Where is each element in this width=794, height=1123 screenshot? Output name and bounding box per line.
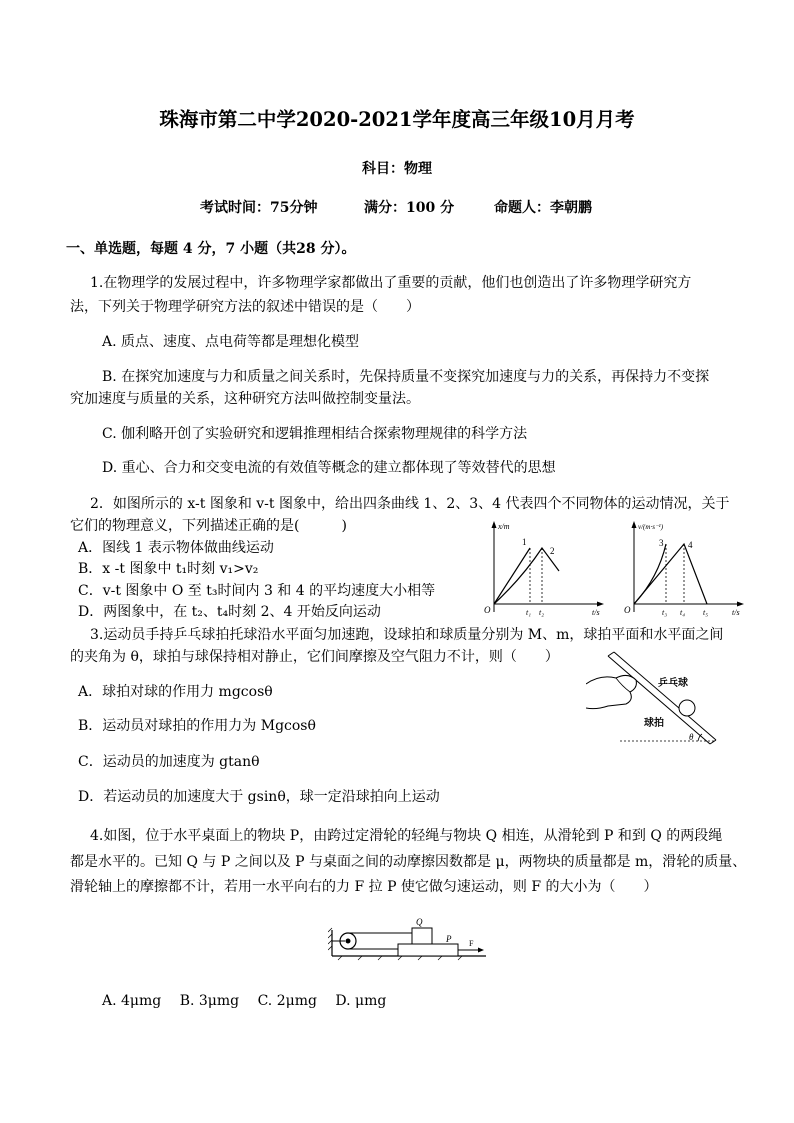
q2-option-c: C．v-t 图象中 O 至 t₃时间内 3 和 4 的平均速度大小相等 bbox=[78, 583, 436, 599]
section-heading: 一、单选题，每题 4 分，7 小题（共28 分）。 bbox=[66, 241, 356, 257]
vt-curve-3-label: 3 bbox=[659, 538, 664, 548]
vt-tick-t4: t₄ bbox=[680, 608, 686, 617]
xt-tick-t2: t₂ bbox=[539, 608, 545, 617]
q1-option-b-line2: 究加速度与质量的关系，这种研究方法叫做控制变量法。 bbox=[70, 391, 420, 407]
q2-option-d: D．两图象中，在 t₂、t₄时刻 2、4 开始反向运动 bbox=[78, 604, 381, 620]
exam-time: 考试时间：75分钟 bbox=[200, 200, 318, 216]
xt-origin: O bbox=[484, 605, 491, 615]
q3-option-c: C．运动员的加速度为 gtanθ bbox=[78, 754, 260, 770]
label-f: F bbox=[469, 939, 474, 948]
racket-label: 球拍 bbox=[644, 718, 664, 729]
pulley-figure bbox=[328, 914, 490, 962]
exam-title: 珠海市第二中学2020-2021学年度高三年级10月月考 bbox=[159, 108, 635, 131]
angle-label: θ bbox=[689, 732, 694, 742]
label-q: Q bbox=[416, 917, 423, 927]
q3-stem-line2: 的夹角为 θ，球拍与球保持相对静止，它们间摩擦及空气阻力不计，则（ ） bbox=[70, 649, 559, 665]
hand-icon bbox=[586, 675, 636, 708]
q3-option-b: B．运动员对球拍的作用力为 Mgcosθ bbox=[78, 718, 316, 734]
vt-curve-3 bbox=[634, 544, 666, 604]
vt-tick-t5: t₅ bbox=[703, 608, 709, 617]
q1-stem-line1: 1.在物理学的发展过程中，许多物理学家都做出了重要的贡献，他们也创造出了许多物理学研究方 bbox=[90, 275, 692, 291]
exam-subject: 科目：物理 bbox=[362, 161, 432, 177]
vt-curve-4 bbox=[634, 544, 707, 604]
block-p bbox=[398, 944, 458, 956]
q4-options: A. 4μmg B. 3μmg C. 2μmg D. μmg bbox=[102, 993, 387, 1009]
q2-stem-line2: 它们的物理意义，下列描述正确的是( ) bbox=[70, 518, 347, 534]
q3-option-d: D．若运动员的加速度大于 gsinθ，球一定沿球拍向上运动 bbox=[78, 789, 440, 805]
xt-y-label: x/m bbox=[498, 522, 510, 531]
xt-curve-2 bbox=[494, 548, 559, 604]
q4-stem-line2: 都是水平的。已知 Q 与 P 之间以及 P 与桌面之间的动摩擦因数都是 μ，两物块的质量都是 m，滑轮的质量、 bbox=[70, 854, 747, 870]
xt-curve-1-label: 1 bbox=[522, 537, 527, 547]
racket-figure bbox=[586, 648, 720, 746]
vt-x-label: t/s bbox=[732, 608, 740, 617]
xt-tick-t1: t₁ bbox=[526, 608, 532, 617]
xt-x-label: t/s bbox=[592, 608, 600, 617]
q1-option-c: C. 伽利略开创了实验研究和逻辑推理相结合探索物理规律的科学方法 bbox=[102, 426, 528, 442]
q1-option-d: D. 重心、合力和交变电流的有效值等概念的建立都体现了等效替代的思想 bbox=[102, 460, 556, 476]
ball-label: 乒乓球 bbox=[658, 678, 688, 689]
q1-stem-line2: 法，下列关于物理学研究方法的叙述中错误的是（ ） bbox=[70, 299, 420, 315]
block-q bbox=[412, 928, 432, 944]
q4-stem-line3: 滑轮轴上的摩擦都不计，若用一水平向右的力 F 拉 P 使它做匀速运动，则 F 的大小为（ ） bbox=[70, 879, 658, 895]
xt-curve-1 bbox=[494, 548, 530, 604]
label-p: P bbox=[446, 934, 452, 944]
vt-curve-4-label: 4 bbox=[688, 540, 693, 550]
q1-option-a: A. 质点、速度、点电荷等都是理想化模型 bbox=[102, 334, 360, 350]
q2-stem-line1: 2．如图所示的 x-t 图象和 v-t 图象中，给出四条曲线 1、2、3、4 代表四个不同物体的运动情况，关于 bbox=[90, 496, 730, 512]
q4-stem-line1: 4.如图，位于水平桌面上的物块 P，由跨过定滑轮的轻绳与物块 Q 相连，从滑轮到 P 和到 Q 的两段绳 bbox=[90, 828, 723, 844]
vt-origin: O bbox=[624, 605, 631, 615]
q2-option-a: A．图线 1 表示物体做曲线运动 bbox=[78, 540, 274, 556]
xt-graph bbox=[482, 518, 606, 618]
q1-option-b-line1: B. 在探究加速度与力和质量之间关系时，先保持质量不变探究加速度与力的关系，再保持力不变探 bbox=[102, 369, 710, 385]
vt-tick-t3: t₃ bbox=[662, 608, 668, 617]
vt-graph bbox=[622, 518, 746, 618]
q3-stem-line1: 3.运动员手持乒乓球拍托球沿水平面匀加速跑，设球拍和球质量分别为 M、m，球拍平面和水平面之间 bbox=[90, 627, 724, 643]
exam-score: 满分：100 分 bbox=[364, 200, 455, 216]
exam-author: 命题人：李朝鹏 bbox=[494, 200, 592, 216]
q2-option-b: B．x -t 图象中 t₁时刻 v₁>v₂ bbox=[78, 561, 259, 577]
vt-y-label: v/(m·s⁻¹) bbox=[638, 523, 664, 531]
xt-curve-2-label: 2 bbox=[550, 546, 555, 556]
ball-icon bbox=[679, 700, 695, 716]
q3-option-a: A．球拍对球的作用力 mgcosθ bbox=[78, 684, 273, 700]
